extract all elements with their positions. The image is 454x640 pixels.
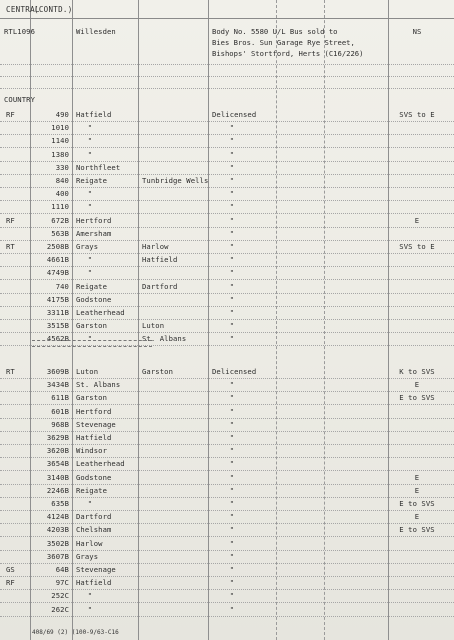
row-status: " <box>229 393 235 403</box>
row-rule <box>0 134 454 135</box>
row-status: Delicensed <box>212 367 257 376</box>
row-garage: Reigate <box>76 281 107 291</box>
row-fleet-number: 4175B <box>46 294 69 304</box>
row-status: " <box>229 149 235 159</box>
row-rule <box>0 418 454 419</box>
row-fleet-number: 3607B <box>46 551 69 561</box>
row-garage: Reigate <box>76 485 107 495</box>
row-status: " <box>229 162 235 172</box>
row-status: " <box>229 228 235 238</box>
column-rule <box>138 0 139 640</box>
section-heading-country: COUNTRY <box>4 95 35 104</box>
row-garage: St. Albans <box>76 380 121 390</box>
row-fleet-number: 672B <box>51 215 69 225</box>
row-garage: Windsor <box>76 446 107 456</box>
row-garage: Northfleet <box>76 162 121 172</box>
row-fleet-number: 611B <box>51 393 69 403</box>
row-fleet-number: 4749B <box>46 268 69 278</box>
row-transfer-garage: Harlow <box>142 242 169 251</box>
rtl-number: RTL1096 <box>4 27 35 36</box>
rtl-note-line-2: Bies Bros. Sun Garage Rye Street, <box>212 38 355 47</box>
row-code-change: K to SVS <box>399 367 435 376</box>
row-status: " <box>229 189 235 199</box>
row-fleet-number: 2246B <box>46 485 69 495</box>
row-garage: " <box>87 149 93 159</box>
row-status: " <box>229 433 235 442</box>
row-rule <box>0 161 454 162</box>
row-status: " <box>229 591 235 601</box>
row-garage: " <box>87 136 93 146</box>
row-status: " <box>229 565 235 574</box>
row-garage: Luton <box>76 367 99 376</box>
row-garage: " <box>87 123 93 133</box>
row-fleet-number: 635B <box>51 499 69 508</box>
row-rule <box>0 470 454 471</box>
row-garage: Hatfield <box>76 578 112 588</box>
row-rule <box>0 391 454 392</box>
row-fleet-number: 2508B <box>46 242 69 251</box>
row-rule <box>0 253 454 254</box>
row-status: " <box>229 294 235 304</box>
row-status: " <box>229 578 235 588</box>
row-status: " <box>229 604 235 614</box>
row-garage: Grays <box>76 242 99 251</box>
row-fleet-number: 4124B <box>46 512 69 522</box>
row-code-change: E <box>414 512 420 522</box>
row-rule <box>0 589 454 590</box>
row-rule <box>0 616 454 617</box>
row-status: " <box>229 268 235 278</box>
row-rule <box>0 187 454 188</box>
row-status: " <box>229 459 235 469</box>
row-rule <box>0 293 454 294</box>
row-prefix: RF <box>6 110 15 119</box>
row-status: " <box>229 176 235 185</box>
row-prefix: RT <box>6 242 15 251</box>
row-garage: Godstone <box>76 472 112 482</box>
row-status: " <box>229 472 235 482</box>
row-fleet-number: 3654B <box>46 459 69 469</box>
row-rule <box>0 227 454 228</box>
column-rule <box>324 0 325 640</box>
row-fleet-number: 740 <box>55 281 69 291</box>
row-garage: " <box>87 604 93 614</box>
row-garage: " <box>87 189 93 199</box>
row-rule <box>0 240 454 241</box>
row-rule <box>0 563 454 564</box>
row-garage: Hatfield <box>76 433 112 442</box>
row-fleet-number: 3620B <box>46 446 69 456</box>
row-fleet-number: 3609B <box>46 367 69 376</box>
rtl-note-line-3: Bishops' Stortford, Herts (C16/226) <box>212 49 364 58</box>
rtl-location: Willesden <box>76 27 116 36</box>
row-rule <box>0 444 454 445</box>
row-status: " <box>229 419 235 429</box>
row-rule <box>0 378 454 379</box>
row-status: " <box>229 308 235 317</box>
row-garage: Hatfield <box>76 110 112 119</box>
row-rule <box>0 147 454 148</box>
row-fleet-number: 4661B <box>46 255 69 265</box>
row-garage: Stevenage <box>76 419 116 429</box>
row-rule <box>0 602 454 603</box>
row-status: " <box>229 499 235 508</box>
row-garage: Garston <box>76 393 107 403</box>
row-status: " <box>229 123 235 133</box>
row-garage: Grays <box>76 551 99 561</box>
row-garage: Leatherhead <box>76 459 125 469</box>
row-transfer-garage: St. Albans <box>142 334 187 344</box>
row-status: " <box>229 136 235 146</box>
row-fleet-number: 262C <box>51 604 69 614</box>
row-fleet-number: 3140B <box>46 472 69 482</box>
row-garage: Dartford <box>76 512 112 522</box>
row-fleet-number: 601B <box>51 406 69 416</box>
row-prefix: RF <box>6 578 15 588</box>
row-fleet-number: 1140 <box>51 136 69 146</box>
row-garage: " <box>87 202 93 212</box>
row-prefix: GS <box>6 565 15 574</box>
row-rule <box>0 319 454 320</box>
row-rule <box>0 550 454 551</box>
row-status: " <box>229 215 235 225</box>
row-rule <box>0 536 454 537</box>
row-rule <box>0 121 454 122</box>
row-fleet-number: 1380 <box>51 149 69 159</box>
row-prefix: RF <box>6 215 15 225</box>
row-code-change: E to SVS <box>399 499 435 508</box>
row-code-change: E <box>414 485 420 495</box>
row-status: " <box>229 406 235 416</box>
row-fleet-number: 97C <box>55 578 69 588</box>
row-fleet-number: 3311B <box>46 308 69 317</box>
row-rule <box>0 576 454 577</box>
row-code-change: E to SVS <box>399 525 435 535</box>
row-rule <box>0 213 454 214</box>
column-rule <box>208 0 209 640</box>
row-garage: Harlow <box>76 538 103 548</box>
row-rule <box>0 523 454 524</box>
row-code-change: E <box>414 215 420 225</box>
row-status: " <box>229 512 235 522</box>
row-fleet-number: 563B <box>51 228 69 238</box>
header-contd: (CONTD.) <box>34 5 73 14</box>
row-transfer-garage: Dartford <box>142 281 178 291</box>
row-rule <box>0 497 454 498</box>
row-status: " <box>229 538 235 548</box>
column-rule <box>72 0 73 640</box>
row-status: " <box>229 525 235 535</box>
row-rule <box>0 404 454 405</box>
row-status: " <box>229 334 235 344</box>
row-garage: " <box>87 268 93 278</box>
row-garage: Garston <box>76 321 107 331</box>
row-code-change: E to SVS <box>399 393 435 403</box>
row-status: " <box>229 202 235 212</box>
row-garage: Chelsham <box>76 525 112 535</box>
row-rule <box>0 200 454 201</box>
row-rule <box>0 431 454 432</box>
row-status: " <box>229 485 235 495</box>
row-fleet-number: 1110 <box>51 202 69 212</box>
rtl-right-code: NS <box>412 27 422 36</box>
row-status: " <box>229 321 235 331</box>
row-rule <box>0 64 454 65</box>
row-transfer-garage: Tunbridge Wells <box>142 176 209 185</box>
row-code-change: SVS to E <box>399 110 435 119</box>
row-garage: " <box>87 255 93 265</box>
row-garage: Hertford <box>76 215 112 225</box>
row-status: " <box>229 255 235 265</box>
column-rule <box>276 0 277 640</box>
group-separator <box>32 346 152 347</box>
row-fleet-number: 3515B <box>46 321 69 331</box>
row-fleet-number: 3434B <box>46 380 69 390</box>
row-fleet-number: 64B <box>55 565 69 574</box>
row-code-change: E <box>414 380 420 390</box>
row-status: " <box>229 380 235 390</box>
row-status: " <box>229 281 235 291</box>
row-status: Delicensed <box>212 110 257 119</box>
row-code-change: E <box>414 472 420 482</box>
header-central: CENTRAL <box>6 5 40 14</box>
row-status: " <box>229 242 235 251</box>
row-fleet-number: 968B <box>51 419 69 429</box>
row-transfer-garage: Garston <box>142 367 173 376</box>
row-fleet-number: 400 <box>55 189 69 199</box>
row-transfer-garage: Luton <box>142 321 165 331</box>
row-status: " <box>229 446 235 456</box>
row-garage: " <box>87 499 93 508</box>
row-garage: " <box>87 334 93 344</box>
column-rule <box>388 0 389 640</box>
row-rule <box>0 484 454 485</box>
row-fleet-number: 840 <box>55 176 69 185</box>
row-garage: " <box>87 591 93 601</box>
row-transfer-garage: Hatfield <box>142 255 178 265</box>
row-rule <box>0 457 454 458</box>
row-garage: Reigate <box>76 176 107 185</box>
row-garage: Godstone <box>76 294 112 304</box>
row-garage: Stevenage <box>76 565 116 574</box>
form-reference: 408/69 (2) (100-9/63-C16 <box>32 629 119 636</box>
row-rule <box>0 279 454 280</box>
row-rule <box>0 76 454 77</box>
rtl-note-line-1: Body No. 5580 U/L Bus sold to <box>212 27 338 36</box>
header-rule <box>0 18 454 19</box>
row-rule <box>0 88 454 89</box>
row-fleet-number: 3629B <box>46 433 69 442</box>
row-prefix: RT <box>6 367 15 376</box>
row-fleet-number: 330 <box>55 162 69 172</box>
row-code-change: SVS to E <box>399 242 435 251</box>
row-fleet-number: 252C <box>51 591 69 601</box>
row-rule <box>0 332 454 333</box>
row-rule <box>0 266 454 267</box>
row-rule <box>0 510 454 511</box>
row-fleet-number: 4203B <box>46 525 69 535</box>
row-garage: Amersham <box>76 228 112 238</box>
row-rule <box>0 306 454 307</box>
row-garage: Hertford <box>76 406 112 416</box>
row-fleet-number: 490 <box>55 110 69 119</box>
row-fleet-number: 4562B <box>46 334 69 344</box>
row-fleet-number: 3502B <box>46 538 69 548</box>
group-separator <box>32 340 152 341</box>
row-rule <box>0 174 454 175</box>
row-garage: Leatherhead <box>76 308 125 317</box>
row-fleet-number: 1010 <box>51 123 69 133</box>
row-status: " <box>229 551 235 561</box>
